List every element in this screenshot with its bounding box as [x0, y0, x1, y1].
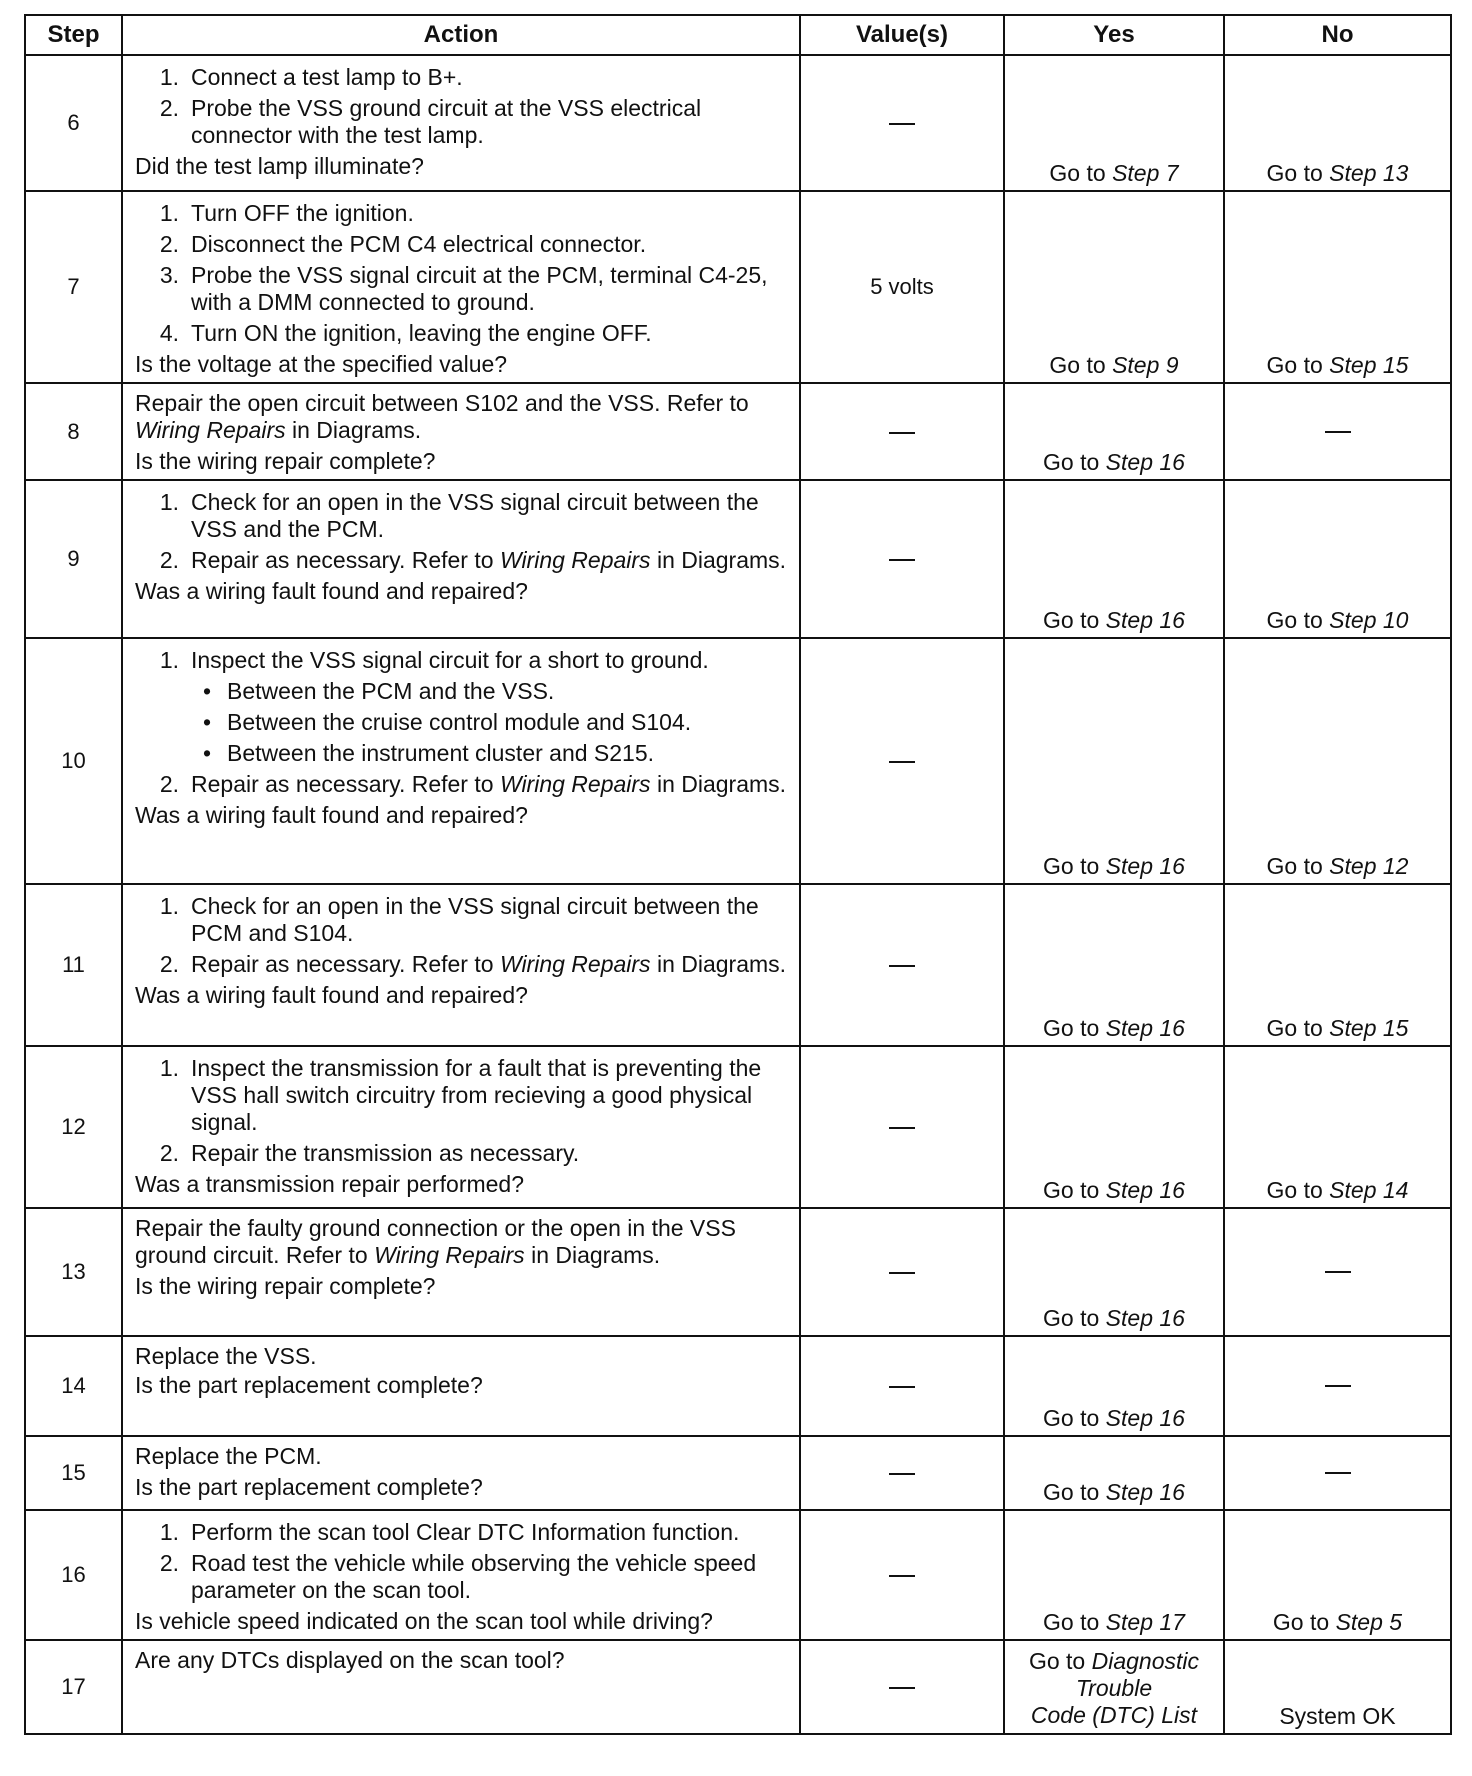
table-row: [25, 1436, 1451, 1510]
no-result: [1225, 885, 1450, 1045]
bullet-icon: •: [203, 740, 212, 766]
action-list-item: [135, 647, 791, 674]
yes-goto-text: [1043, 1305, 1185, 1335]
list-number: 1.: [159, 647, 179, 673]
action-list-item: [135, 951, 791, 978]
action-paragraph: [135, 390, 791, 444]
goto-step-link[interactable]: Step 12: [1329, 853, 1409, 879]
list-text: Probe the VSS signal circuit at the PCM, terminal C4-25, with a DMM connected to ground.: [191, 262, 768, 315]
goto-step-link[interactable]: Step 16: [1105, 1479, 1185, 1505]
yes-goto-text: [1043, 853, 1185, 883]
yes-cell: [1004, 1336, 1224, 1436]
text-part: Repair as necessary. Refer to: [191, 771, 500, 797]
table-body: [25, 55, 1451, 1734]
step-number: 6: [25, 55, 122, 191]
action-list-item: [135, 1140, 791, 1167]
bullet-text: Between the cruise control module and S104.: [227, 709, 692, 735]
step-number: 7: [25, 191, 122, 383]
list-text: Connect a test lamp to B+.: [191, 64, 463, 90]
value-not-applicable: [889, 559, 915, 561]
list-text: [191, 771, 791, 798]
value-cell: [800, 191, 1004, 383]
list-number: 1.: [159, 200, 179, 226]
no-goto-text: [1267, 607, 1409, 637]
list-number: 1.: [159, 489, 179, 515]
goto-prefix: Go to: [1266, 1015, 1323, 1041]
goto-step-link[interactable]: Step 16: [1105, 853, 1185, 879]
no-cell: [1224, 1436, 1451, 1510]
value-cell: [800, 638, 1004, 884]
value-not-applicable: [889, 965, 915, 967]
action-cell: [122, 1510, 800, 1640]
action-bullet-item: [203, 678, 791, 705]
no-cell: [1224, 1046, 1451, 1208]
yes-goto-text: [1043, 1609, 1185, 1639]
no-result: [1225, 192, 1450, 382]
table-row: [25, 383, 1451, 480]
value-not-applicable: [889, 761, 915, 763]
yes-cell: [1004, 638, 1224, 884]
yes-result: [1005, 56, 1223, 190]
action-cell: [122, 191, 800, 383]
yes-cell: [1004, 1208, 1224, 1336]
no-text: System OK: [1279, 1703, 1396, 1729]
goto-step-link[interactable]: Step 14: [1329, 1177, 1409, 1203]
goto-prefix: Go to: [1043, 1479, 1100, 1505]
action-cell: [122, 1046, 800, 1208]
goto-prefix: Go to: [1266, 352, 1323, 378]
yes-result: [1005, 1641, 1223, 1733]
list-number: 2.: [159, 95, 179, 121]
no-result: [1225, 481, 1450, 637]
header-no: No: [1224, 15, 1451, 55]
action-list-item: [135, 771, 791, 798]
step-number: 10: [25, 638, 122, 884]
yes-result: [1005, 885, 1223, 1045]
reference-link-text: Wiring Repairs: [499, 951, 651, 977]
no-goto-text: [1267, 352, 1409, 382]
goto-prefix: Go to: [1043, 853, 1100, 879]
yes-goto-text: [1029, 1648, 1199, 1733]
table-row: [25, 1046, 1451, 1208]
step-number: 17: [25, 1640, 122, 1734]
goto-prefix: Go to: [1043, 1609, 1100, 1635]
list-text: [191, 547, 791, 574]
yes-cell: [1004, 1640, 1224, 1734]
no-cell: [1224, 884, 1451, 1046]
value-text: 5 volts: [870, 274, 934, 299]
value-cell: [800, 1208, 1004, 1336]
step-number: 16: [25, 1510, 122, 1640]
text-part: Repair as necessary. Refer to: [191, 547, 500, 573]
text-part: Replace the VSS.: [135, 1343, 317, 1369]
table-row: [25, 1640, 1451, 1734]
action-question: Was a wiring fault found and repaired?: [135, 578, 528, 604]
action-question: Is the wiring repair complete?: [135, 448, 436, 474]
action-question: Did the test lamp illuminate?: [135, 153, 424, 179]
goto-prefix: Go to: [1043, 1305, 1100, 1331]
yes-goto-text: [1043, 449, 1185, 479]
yes-goto-text: [1043, 1015, 1185, 1045]
goto-target-link[interactable]: Diagnostic: [1091, 1648, 1200, 1674]
list-number: 1.: [159, 1055, 179, 1081]
no-cell: [1224, 191, 1451, 383]
no-not-applicable: [1325, 1385, 1351, 1387]
goto-prefix: Go to: [1043, 449, 1100, 475]
goto-prefix: Go to: [1043, 1015, 1100, 1041]
value-not-applicable: [889, 1575, 915, 1577]
no-not-applicable: [1325, 431, 1351, 433]
no-result: [1225, 639, 1450, 883]
list-number: 4.: [159, 320, 179, 346]
header-action: Action: [122, 15, 800, 55]
goto-prefix: Go to: [1266, 1177, 1323, 1203]
goto-prefix: Go to: [1266, 160, 1323, 186]
bullet-text: Between the PCM and the VSS.: [227, 678, 555, 704]
no-result: [1225, 56, 1450, 190]
header-row: [25, 15, 1451, 55]
action-list-item: [135, 1519, 791, 1546]
yes-goto-text: [1043, 607, 1185, 637]
no-cell: [1224, 638, 1451, 884]
no-result: [1225, 1437, 1450, 1509]
no-not-applicable: [1325, 1472, 1351, 1474]
header-yes: Yes: [1004, 15, 1224, 55]
goto-prefix: Go to: [1049, 160, 1106, 186]
action-list-item: [135, 64, 791, 91]
yes-cell: [1004, 191, 1224, 383]
yes-result: [1005, 1209, 1223, 1335]
goto-prefix: Go to: [1028, 1648, 1086, 1674]
list-number: 1.: [159, 893, 179, 919]
list-number: 3.: [159, 262, 179, 288]
action-cell: [122, 1436, 800, 1510]
no-cell: [1224, 383, 1451, 480]
action-list-item: [135, 231, 791, 258]
action-list-item: [135, 320, 791, 347]
reference-link-text: Wiring Repairs: [374, 1242, 525, 1268]
yes-cell: [1004, 1436, 1224, 1510]
action-cell: [122, 884, 800, 1046]
goto-step-link[interactable]: Step 17: [1105, 1609, 1185, 1635]
action-cell: [122, 1336, 800, 1436]
value-not-applicable: [889, 123, 915, 125]
yes-result: [1005, 481, 1223, 637]
action-question: Is the part replacement complete?: [135, 1474, 483, 1500]
value-cell: [800, 1640, 1004, 1734]
yes-goto-text: [1049, 352, 1178, 382]
goto-step-link[interactable]: Step 16: [1105, 449, 1185, 475]
action-cell: [122, 383, 800, 480]
no-goto-text: [1267, 853, 1409, 883]
table-row: [25, 1510, 1451, 1640]
no-result: [1225, 384, 1450, 479]
action-question: Was a wiring fault found and repaired?: [135, 982, 528, 1008]
yes-cell: [1004, 383, 1224, 480]
no-cell: [1224, 1208, 1451, 1336]
value-not-applicable: [889, 1272, 915, 1274]
text-part: in Diagrams.: [650, 771, 787, 797]
list-number: 2.: [159, 231, 179, 257]
text-part: in Diagrams.: [650, 951, 787, 977]
action-cell: [122, 1208, 800, 1336]
goto-step-link[interactable]: Step 16: [1105, 1405, 1185, 1431]
text-part: Repair the open circuit between S102 and the VSS. Refer to: [135, 390, 749, 416]
table-row: [25, 480, 1451, 638]
list-text: Repair the transmission as necessary.: [191, 1140, 580, 1166]
list-number: 2.: [159, 1550, 179, 1576]
goto-step-link[interactable]: Step 15: [1329, 352, 1409, 378]
value-cell: [800, 884, 1004, 1046]
no-goto-text: [1267, 1015, 1409, 1045]
reference-link-text: Wiring Repairs: [499, 771, 651, 797]
value-cell: [800, 1436, 1004, 1510]
no-result: [1225, 1047, 1450, 1207]
action-paragraph: [135, 1372, 791, 1399]
action-question: Was a transmission repair performed?: [135, 1171, 525, 1197]
goto-step-link[interactable]: Step 15: [1329, 1015, 1409, 1041]
no-not-applicable: [1325, 1271, 1351, 1273]
list-number: 2.: [159, 1140, 179, 1166]
no-cell: [1224, 1336, 1451, 1436]
value-not-applicable: [889, 1386, 915, 1388]
yes-result: [1005, 1437, 1223, 1509]
text-part: Repair as necessary. Refer to: [191, 951, 500, 977]
goto-prefix: Go to: [1043, 1177, 1100, 1203]
action-question: Was a wiring fault found and repaired?: [135, 802, 528, 828]
text-part: in Diagrams.: [650, 547, 787, 573]
goto-prefix: Go to: [1266, 853, 1323, 879]
diagnostic-table: [24, 14, 1452, 1735]
yes-goto-text: [1049, 160, 1178, 190]
value-not-applicable: [889, 1127, 915, 1129]
text-part: Check for an open in the VSS signal circuit between the VSS and the PCM.: [191, 489, 759, 542]
table-row: [25, 638, 1451, 884]
list-number: 2.: [159, 951, 179, 977]
yes-goto-text: [1043, 1405, 1185, 1435]
list-number: 1.: [159, 1519, 179, 1545]
goto-step-link[interactable]: Step 9: [1112, 352, 1179, 378]
goto-prefix: Go to: [1266, 607, 1323, 633]
action-cell: [122, 480, 800, 638]
header-values: Value(s): [800, 15, 1004, 55]
bullet-text: Between the instrument cluster and S215.: [227, 740, 655, 766]
no-cell: [1224, 55, 1451, 191]
reference-link-text: Wiring Repairs: [499, 547, 651, 573]
no-result: [1225, 1337, 1450, 1435]
list-number: 1.: [159, 64, 179, 90]
goto-target-link-line: Code (DTC) List: [1030, 1702, 1198, 1728]
action-question: Is vehicle speed indicated on the scan tool while driving?: [135, 1608, 713, 1634]
yes-cell: [1004, 884, 1224, 1046]
action-list-item: [135, 262, 791, 316]
list-text: Disconnect the PCM C4 electrical connector.: [191, 231, 647, 257]
goto-step-link[interactable]: Step 16: [1105, 607, 1185, 633]
value-not-applicable: [889, 1473, 915, 1475]
goto-step-link[interactable]: Step 16: [1105, 1015, 1185, 1041]
action-list-item: [135, 893, 791, 947]
yes-cell: [1004, 480, 1224, 638]
action-cell: [122, 638, 800, 884]
value-cell: [800, 480, 1004, 638]
no-result: [1225, 1209, 1450, 1335]
step-number: 9: [25, 480, 122, 638]
action-list-item: [135, 95, 791, 149]
no-cell: [1224, 1510, 1451, 1640]
step-number: 14: [25, 1336, 122, 1436]
text-part: Repair the faulty ground connection or the open in the VSS ground circuit. Refer to: [135, 1215, 736, 1268]
action-bullet-item: [203, 740, 791, 767]
header-step: Step: [25, 15, 122, 55]
action-list-item: [135, 1550, 791, 1604]
value-cell: [800, 383, 1004, 480]
value-not-applicable: [889, 432, 915, 434]
value-cell: [800, 1510, 1004, 1640]
no-goto-text: [1273, 1609, 1402, 1639]
step-number: 13: [25, 1208, 122, 1336]
yes-result: [1005, 384, 1223, 479]
text-part: in Diagrams.: [285, 417, 422, 443]
yes-result: [1005, 1337, 1223, 1435]
action-list-item: [135, 489, 791, 543]
action-cell: [122, 55, 800, 191]
list-text: Check for an open in the VSS signal circuit between the PCM and S104.: [191, 893, 759, 946]
yes-result: [1005, 1047, 1223, 1207]
yes-result: [1005, 1511, 1223, 1639]
step-number: 12: [25, 1046, 122, 1208]
goto-prefix: Go to: [1272, 1609, 1330, 1635]
table-row: [25, 1208, 1451, 1336]
no-goto-text: [1267, 1177, 1409, 1207]
text-part: in Diagrams.: [524, 1242, 661, 1268]
action-paragraph: [135, 1647, 791, 1674]
reference-link-text: Wiring Repairs: [135, 417, 286, 443]
goto-prefix: Go to: [1043, 1405, 1100, 1431]
yes-goto-text: [1043, 1177, 1185, 1207]
goto-prefix: Go to: [1049, 352, 1106, 378]
table-row: [25, 884, 1451, 1046]
yes-cell: [1004, 55, 1224, 191]
goto-step-link[interactable]: Step 16: [1105, 1177, 1185, 1203]
bullet-icon: •: [203, 709, 212, 735]
no-result: [1225, 1641, 1450, 1733]
list-number: 2.: [159, 771, 179, 797]
value-not-applicable: [889, 1687, 915, 1689]
table-row: [25, 191, 1451, 383]
text-part: Are any DTCs displayed on the scan tool?: [135, 1647, 565, 1673]
step-number: 15: [25, 1436, 122, 1510]
list-number: 2.: [159, 547, 179, 573]
value-cell: [800, 55, 1004, 191]
step-number: 8: [25, 383, 122, 480]
text-part: Replace the PCM.: [135, 1443, 322, 1469]
goto-step-link[interactable]: Step 16: [1105, 1305, 1185, 1331]
value-cell: [800, 1336, 1004, 1436]
action-paragraph: [135, 1215, 791, 1269]
goto-step-link[interactable]: Step 13: [1329, 160, 1409, 186]
list-text: Turn OFF the ignition.: [191, 200, 414, 226]
list-text: [191, 951, 791, 978]
action-list-item: [135, 200, 791, 227]
action-question: Is the voltage at the specified value?: [135, 351, 508, 377]
action-paragraph: [135, 1443, 791, 1470]
yes-cell: [1004, 1510, 1224, 1640]
yes-goto-text: [1043, 1479, 1185, 1509]
no-result: [1225, 1511, 1450, 1639]
text-part: Is the part replacement complete?: [135, 1372, 483, 1398]
list-text: Inspect the VSS signal circuit for a short to ground.: [191, 647, 709, 673]
no-cell: [1224, 1640, 1451, 1734]
action-paragraph: [135, 1343, 791, 1370]
goto-target-link-line: Trouble: [1075, 1675, 1153, 1701]
step-number: 11: [25, 884, 122, 1046]
action-cell: [122, 1640, 800, 1734]
bullet-icon: •: [203, 678, 212, 704]
table-row: [25, 1336, 1451, 1436]
list-text: Road test the vehicle while observing the vehicle speed parameter on the scan tool.: [191, 1550, 757, 1603]
list-text: [191, 489, 791, 543]
list-text: Turn ON the ignition, leaving the engine OFF.: [191, 320, 652, 346]
goto-prefix: Go to: [1043, 607, 1100, 633]
action-question: Is the wiring repair complete?: [135, 1273, 436, 1299]
list-text: Probe the VSS ground circuit at the VSS electrical connector with the test lamp.: [191, 95, 702, 148]
action-list-item: [135, 547, 791, 574]
list-text: Perform the scan tool Clear DTC Information function.: [191, 1519, 740, 1545]
goto-step-link[interactable]: Step 5: [1335, 1609, 1403, 1635]
yes-result: [1005, 192, 1223, 382]
no-cell: [1224, 480, 1451, 638]
yes-result: [1005, 639, 1223, 883]
no-goto-text: [1267, 160, 1409, 190]
table-row: [25, 55, 1451, 191]
goto-step-link[interactable]: Step 7: [1112, 160, 1179, 186]
action-list-item: [135, 1055, 791, 1136]
action-bullet-item: [203, 709, 791, 736]
yes-cell: [1004, 1046, 1224, 1208]
goto-step-link[interactable]: Step 10: [1329, 607, 1409, 633]
value-cell: [800, 1046, 1004, 1208]
list-text: Inspect the transmission for a fault that is preventing the VSS hall switch circuitry from recieving a good physical signal.: [191, 1055, 762, 1135]
